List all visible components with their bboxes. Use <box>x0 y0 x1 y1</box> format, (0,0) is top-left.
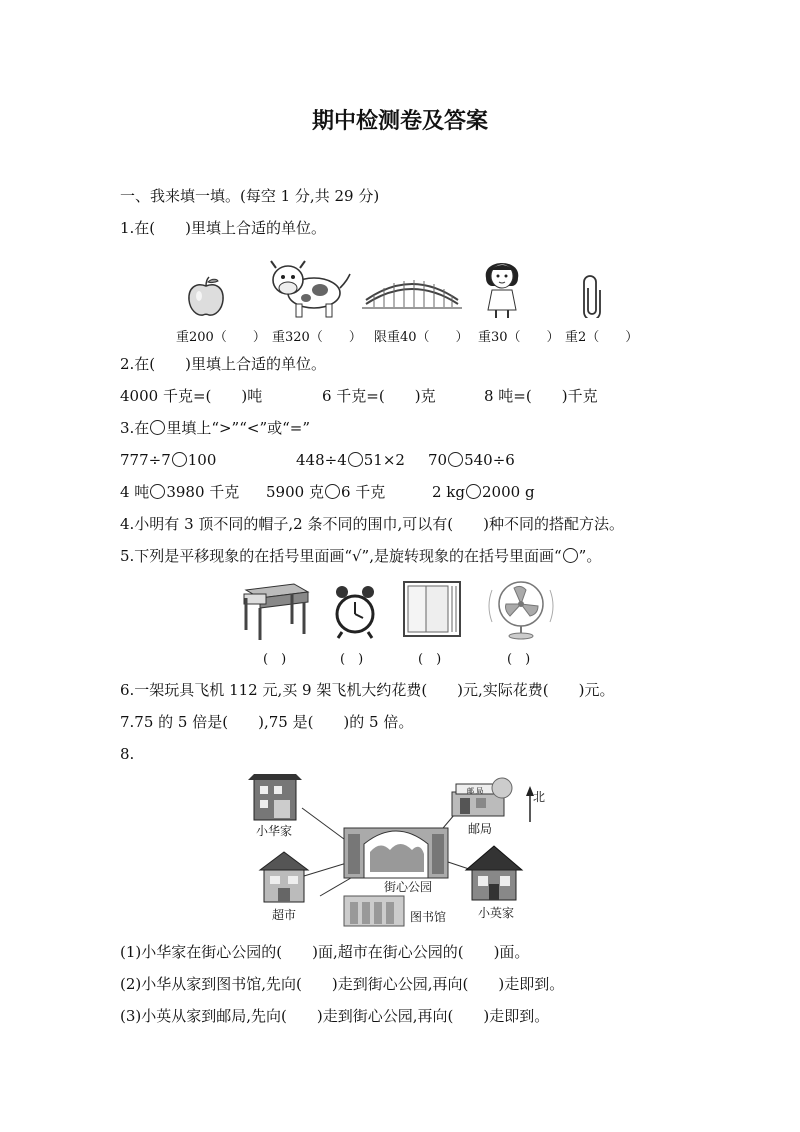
question-5 <box>120 546 601 566</box>
library-icon <box>344 896 404 926</box>
question-4: 4.小明有 3 顶不同的帽子,2 条不同的围巾,可以有( )种不同的搭配方法。 <box>120 515 624 533</box>
desk-drawer-icon <box>242 580 312 642</box>
compare-item: 5900 克 6 千克 <box>266 483 386 501</box>
electric-fan-icon <box>484 578 558 640</box>
question-1: 1.在( )里填上合适的单位。 <box>120 219 327 237</box>
question-7: 7.75 的 5 倍是( ),75 是( )的 5 倍。 <box>120 713 414 731</box>
caption-paperclip: 重2（ ） <box>565 330 639 345</box>
compare-item: 448÷4 51×2 <box>296 451 405 469</box>
q5-caption: ( ) <box>340 652 364 667</box>
park-gate-icon <box>344 828 448 878</box>
circle-blank-icon[interactable] <box>448 452 463 467</box>
caption-apple: 重200（ ） <box>176 330 266 345</box>
cow-icon <box>268 260 352 320</box>
compare-item: 4 吨 3980 千克 <box>120 483 240 501</box>
map-label-xiaohua-home: 小华家 <box>256 824 293 838</box>
question-6: 6.一架玩具飞机 112 元,买 9 架飞机大约花费( )元,实际花费( )元。 <box>120 681 615 699</box>
q3-text-post: 里填上“>”“<”或“=” <box>166 419 311 437</box>
q5-caption: ( ) <box>507 652 531 667</box>
bridge-icon <box>362 270 462 310</box>
post-office-icon <box>452 778 512 816</box>
map-label-supermarket: 超市 <box>272 908 297 922</box>
question-3 <box>120 418 310 438</box>
q8-sub-1: (1)小华家在街心公园的( )面,超市在街心公园的( )面。 <box>120 943 530 961</box>
xiaoying-home-icon <box>466 846 522 900</box>
q2-item: 4000 千克=( )吨 <box>120 387 263 405</box>
circle-blank-icon[interactable] <box>172 452 187 467</box>
compare-item: 777÷7 100 <box>120 451 217 469</box>
caption-girl: 重30（ ） <box>478 330 560 345</box>
q5-caption: ( ) <box>418 652 442 667</box>
caption-bridge: 限重40（ ） <box>374 330 469 345</box>
circle-blank-icon[interactable] <box>325 484 340 499</box>
page-title: 期中检测卷及答案 <box>311 109 488 134</box>
sliding-window-icon <box>402 580 462 638</box>
q5-text-pre: 5.下列是平移现象的在括号里面画“√”,是旋转现象的在括号里面画“ <box>120 547 562 565</box>
north-label: 北 <box>533 790 546 804</box>
q5-text-post: ”。 <box>578 547 602 565</box>
caption-cow: 重320（ ） <box>272 330 362 345</box>
map-label-post-office: 邮局 <box>468 822 493 836</box>
alarm-clock-icon <box>334 584 376 640</box>
q8-sub-3: (3)小英从家到邮局,先向( )走到街心公园,再向( )走即到。 <box>120 1007 550 1025</box>
q8-sub-2: (2)小华从家到图书馆,先向( )走到街心公园,再向( )走即到。 <box>120 975 565 993</box>
question-8-number: 8. <box>120 745 135 763</box>
compare-item: 70 540÷6 <box>428 451 515 469</box>
apple-icon <box>186 276 226 318</box>
map-label-library: 图书馆 <box>410 910 447 924</box>
q5-caption: ( ) <box>263 652 287 667</box>
paperclip-icon <box>582 274 602 318</box>
q2-item: 6 千克=( )克 <box>322 387 436 405</box>
circle-blank-icon <box>150 420 165 435</box>
post-sign: 邮 局 <box>467 787 484 795</box>
circle-blank-icon <box>563 548 578 563</box>
question-2: 2.在( )里填上合适的单位。 <box>120 355 327 373</box>
q2-item: 8 吨=( )千克 <box>484 387 598 405</box>
circle-blank-icon[interactable] <box>150 484 165 499</box>
circle-blank-icon[interactable] <box>466 484 481 499</box>
map-label-park: 街心公园 <box>384 880 433 894</box>
section-heading: 一、我来填一填。(每空 1 分,共 29 分) <box>120 187 380 205</box>
girl-icon <box>478 252 526 318</box>
supermarket-icon <box>260 852 308 902</box>
xiaohua-home-icon <box>248 774 302 820</box>
q3-text-pre: 3.在 <box>120 419 150 437</box>
circle-blank-icon[interactable] <box>348 452 363 467</box>
compare-item: 2 kg 2000 g <box>432 483 535 501</box>
map-label-xiaoying-home: 小英家 <box>478 906 515 920</box>
